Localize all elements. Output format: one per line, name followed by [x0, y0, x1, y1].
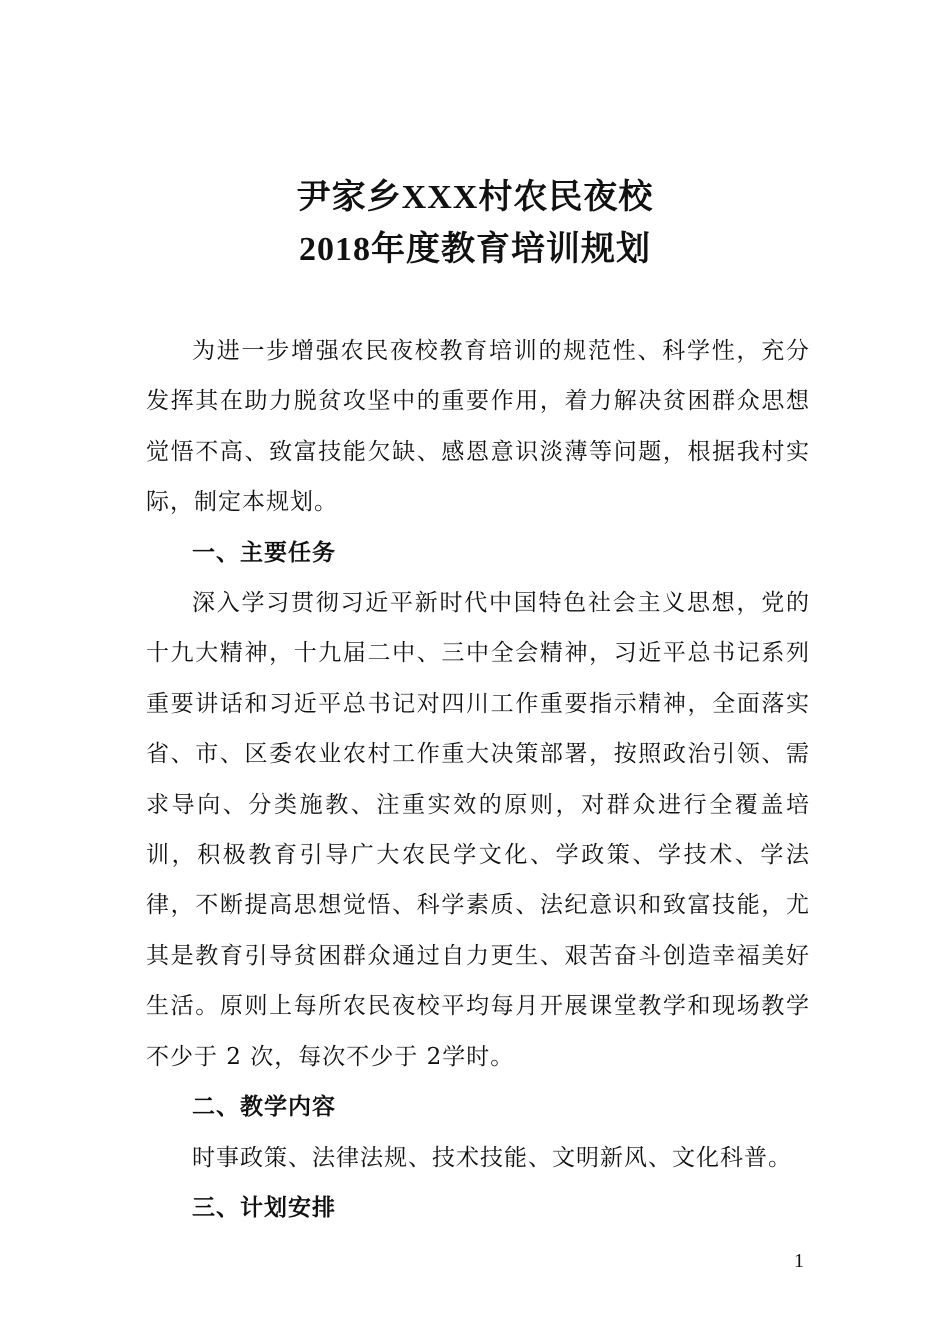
section-body-tasks: 深入学习贯彻习近平新时代中国特色社会主义思想，党的十九大精神，十九届二中、三中全会精神，习近平总书记系列重要讲话和习近平总书记对四川工作重要指示精神，全面落实省、市、区委农业农村工作重大决策部署，按照政治引领、需求导向、分类施教、注重实效的原则，对群众进行全覆盖培训，积极教育引导广大农民学文化、学政策、学技术、学法律，不断提高思想觉悟、科学素质、法纪意识和致富技能，尤其是教育引导贫困群众通过自力更生、艰苦奋斗创造幸福美好生活。原则上每所农民夜校平均每月开展课堂教学和现场教学不少于 2 次，每次不少于 2学时。	[146, 590, 810, 1070]
section-body-content: 时事政策、法律法规、技术技能、文明新风、文化科普。	[192, 1144, 792, 1171]
section-heading-schedule: 三、计划安排	[192, 1194, 336, 1221]
section-heading-tasks: 一、主要任务	[192, 539, 336, 566]
page-number: 1	[794, 1250, 804, 1272]
section-heading-content: 二、教学内容	[192, 1094, 336, 1121]
document-title-line2: 2018年度教育培训规划	[299, 231, 651, 268]
document-body	[146, 326, 810, 1233]
document-title-line1: 尹家乡XXX村农民夜校	[296, 179, 654, 216]
intro-paragraph: 为进一步增强农民夜校教育培训的规范性、科学性，充分发挥其在助力脱贫攻坚中的重要作用，着力解决贫困群众思想觉悟不高、致富技能欠缺、感恩意识淡薄等问题，根据我村实际，制定本规划。	[146, 338, 810, 516]
